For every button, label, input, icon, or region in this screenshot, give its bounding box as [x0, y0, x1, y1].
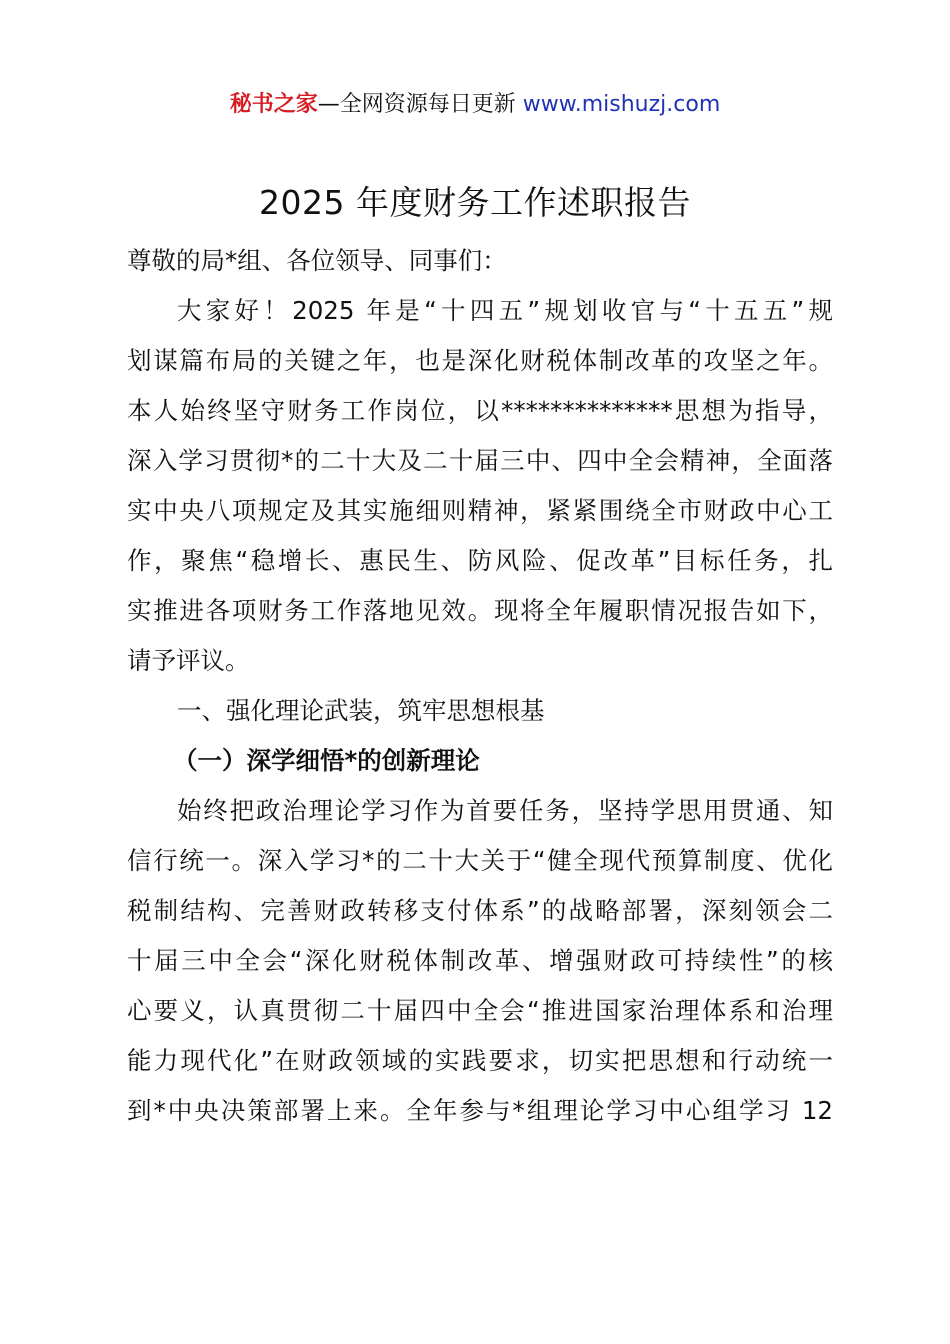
- subsection-heading: （一）深学细悟*的创新理论: [173, 746, 480, 775]
- subsection-paragraph-line: 信行统一。深入学习*的二十大关于“健全现代预算制度、优化: [127, 846, 833, 875]
- brand-name: 秘书之家: [229, 92, 318, 117]
- intro-paragraph-line: 深入学习贯彻*的二十大及二十届三中、四中全会精神，全面落: [127, 446, 833, 475]
- header-slogan: —全网资源每日更新: [317, 92, 523, 117]
- site-header: [0, 88, 950, 122]
- intro-paragraph-line: 请予评议。: [127, 646, 250, 675]
- subsection-paragraph-line: 十届三中全会“深化财税体制改革、增强财政可持续性”的核: [127, 946, 833, 975]
- intro-paragraph-line: 作，聚焦“稳增长、惠民生、防风险、促改革”目标任务，扎: [127, 546, 833, 575]
- intro-paragraph-line: 本人始终坚守财务工作岗位，以**************思想为指导，: [127, 396, 833, 425]
- intro-paragraph-line: 实中央八项规定及其实施细则精神，紧紧围绕全市财政中心工: [127, 496, 833, 525]
- greeting: 尊敬的局*组、各位领导、同事们：: [127, 246, 507, 275]
- intro-paragraph-line: 大家好！2025 年是“十四五”规划收官与“十五五”规: [177, 296, 833, 325]
- intro-paragraph-line: 实推进各项财务工作落地见效。现将全年履职情况报告如下，: [127, 596, 833, 625]
- subsection-paragraph-line: 始终把政治理论学习作为首要任务，坚持学思用贯通、知: [177, 796, 833, 825]
- section-heading: 一、强化理论武装，筑牢思想根基: [177, 696, 545, 725]
- subsection-paragraph-line: 能力现代化”在财政领域的实践要求，切实把思想和行动统一: [127, 1046, 833, 1075]
- subsection-paragraph-line: 心要义，认真贯彻二十届四中全会“推进国家治理体系和治理: [127, 996, 833, 1025]
- subsection-paragraph-line: 到*中央决策部署上来。全年参与*组理论学习中心组学习 12: [127, 1096, 833, 1125]
- subsection-paragraph-line: 税制结构、完善财政转移支付体系”的战略部署，深刻领会二: [127, 896, 833, 925]
- site-url-link[interactable]: www.mishuzj.com: [522, 92, 721, 117]
- intro-paragraph-line: 划谋篇布局的关键之年，也是深化财税体制改革的攻坚之年。: [127, 346, 833, 375]
- document-body: [127, 236, 833, 1136]
- document-title: 2025 年度财务工作述职报告: [259, 183, 691, 222]
